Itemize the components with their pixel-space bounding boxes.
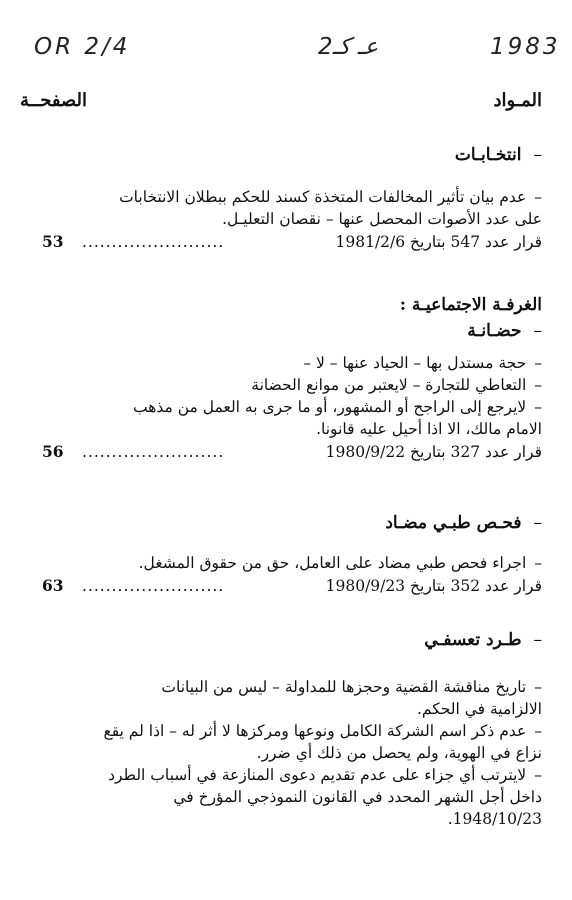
medical-items [20, 552, 542, 598]
list-item: –حجة مستدل بها – الحياد عنها – لا – [303, 354, 542, 372]
list-item: –لايترتب أي جزاء على عدم تقديم دعوى المنازعة في أسباب الطرد [108, 766, 542, 784]
decision-reference: قرار عدد 547 بتاريخ 1981/2/6 ........................ 53 [20, 230, 542, 254]
list-item-continuation: الالزامية في الحكم. [416, 700, 542, 718]
section-social-chamber [20, 292, 542, 344]
page-column-header: الصفحــة [20, 90, 88, 111]
page-number: 53 [42, 232, 64, 251]
list-item-continuation: 1948/10/23. [447, 810, 542, 828]
elections-item [20, 186, 542, 254]
chamber-heading: الغرفـة الاجتماعيـة : [399, 295, 542, 315]
page-number: 56 [42, 442, 64, 461]
page-number: 63 [42, 576, 64, 595]
section-elections [20, 142, 542, 168]
list-item: –لايرجع إلى الراجح أو المشهور، أو ما جرى به العمل من مذهب [132, 398, 542, 416]
dismissal-items [20, 676, 542, 830]
list-item: –عدم ذكر اسم الشركة الكامل ونوعها ومركزها لا أثر له – اذا لم يقع [103, 722, 542, 740]
decision-reference: قرار عدد 327 بتاريخ 1980/9/22 ........................ 56 [20, 440, 542, 464]
handwritten-code: OR 2/4 [34, 34, 131, 60]
handwritten-note: عـ كـ2 [318, 34, 379, 60]
list-item-continuation: نزاع في الهوية، ولم يحصل من ذلك أي ضرر. [256, 744, 542, 762]
list-item-continuation: داخل أجل الشهر المحدد في القانون النموذجي المؤرخ في [173, 788, 542, 806]
decision-reference: قرار عدد 352 بتاريخ 1980/9/23 ........................ 63 [20, 574, 542, 598]
section-heading: –طـرد تعسفـي [424, 630, 542, 650]
list-item-continuation: على عدد الأصوات المحصل عنها – نقصان التعليـل. [222, 210, 542, 228]
section-dismissal [20, 627, 542, 653]
social-items [20, 352, 542, 464]
list-item: –التعاطي للتجارة – لايعتبر من موانع الحضانة [251, 376, 542, 394]
list-item: –عدم بيان تأثير المخالفات المتخذة كسند للحكم ببطلان الانتخابات [119, 188, 542, 206]
handwritten-year: 1983 [490, 34, 561, 60]
section-heading: –انتخـابـات [454, 145, 542, 165]
section-medical [20, 510, 542, 536]
materials-column-header: المـواد [493, 90, 542, 111]
section-heading: –فحـص طبـي مضـاد [385, 513, 542, 533]
list-item-continuation: الامام مالك، الا اذا أحيل عليه قانونا. [316, 420, 542, 438]
list-item: –تاريخ مناقشة القضية وحجزها للمداولة – ليس من البيانات [161, 678, 542, 696]
section-heading: –حضـانـة [467, 321, 542, 341]
list-item: –اجراء فحص طبي مضاد على العامل، حق من حقوق المشغل. [138, 554, 542, 572]
